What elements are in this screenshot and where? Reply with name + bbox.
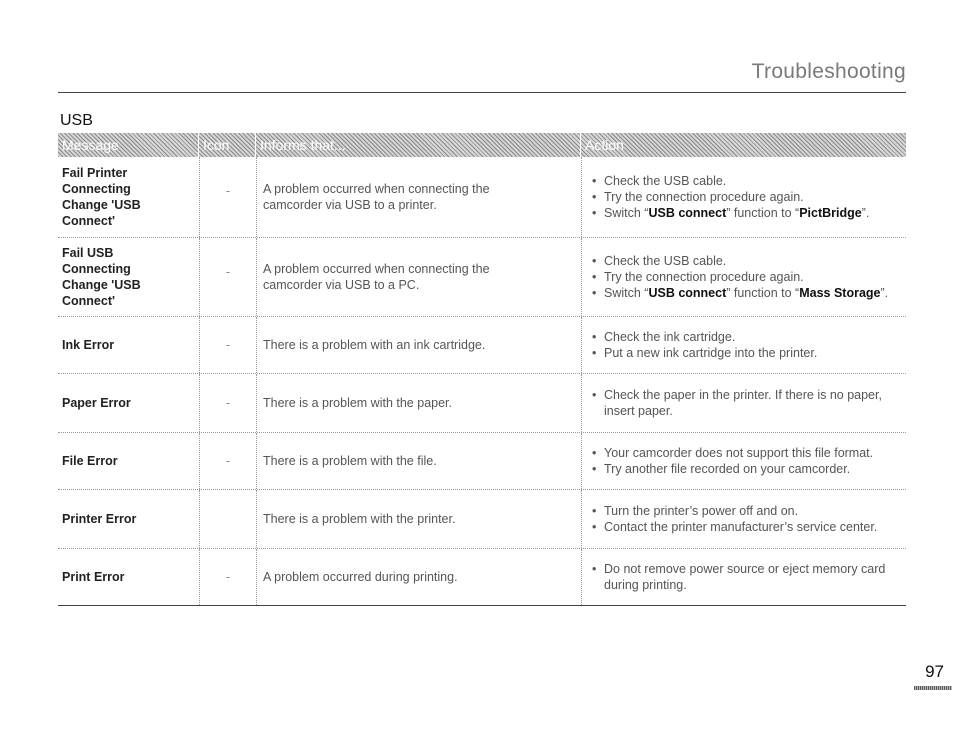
message-line: Print Error — [62, 570, 125, 584]
action-item — [588, 285, 888, 301]
header-rule — [58, 92, 906, 93]
action-item — [588, 173, 869, 189]
action-text: Check the USB cable. — [604, 254, 727, 268]
message-cell — [58, 317, 199, 373]
icon-cell: - — [199, 238, 256, 316]
message-line: Fail USB — [62, 246, 114, 260]
icon-cell: - — [199, 157, 256, 237]
action-cell — [581, 317, 906, 373]
action-item — [588, 445, 873, 461]
informs-cell — [256, 490, 581, 548]
icon-cell — [199, 490, 256, 548]
action-text: Check the paper in the printer. If there is no paper, insert paper. — [604, 388, 882, 418]
action-cell — [581, 238, 906, 316]
table-row — [58, 237, 906, 316]
action-item — [588, 269, 888, 285]
informs-cell — [256, 317, 581, 373]
section-title: USB — [60, 112, 93, 129]
informs-cell — [256, 549, 581, 605]
action-text: Turn the printer’s power off and on. — [604, 504, 799, 518]
action-item — [588, 189, 869, 205]
icon-cell: - — [199, 374, 256, 432]
message-line: Fail Printer — [62, 166, 128, 180]
column-header-informs: Informs that... — [256, 133, 581, 157]
action-text: Your camcorder does not support this file format. — [604, 446, 874, 460]
action-item — [588, 387, 906, 419]
message-line: Connect' — [62, 214, 115, 228]
action-emphasis: USB connect — [648, 286, 727, 300]
action-item — [588, 461, 873, 477]
action-cell — [581, 374, 906, 432]
message-line: Ink Error — [62, 338, 115, 352]
message-line: Printer Error — [62, 512, 137, 526]
action-list — [588, 503, 877, 535]
informs-line: A problem occurred when connecting the — [263, 262, 490, 276]
action-emphasis: PictBridge — [799, 206, 862, 220]
informs-cell — [256, 157, 581, 237]
action-text: ”. — [880, 286, 889, 300]
action-item — [588, 561, 906, 593]
informs-line: camcorder via USB to a PC. — [263, 278, 420, 292]
table-row — [58, 489, 906, 548]
action-text: Try the connection procedure again. — [604, 270, 804, 284]
message-line: Connect' — [62, 294, 115, 308]
action-emphasis: USB connect — [648, 206, 727, 220]
action-list — [588, 561, 906, 593]
action-cell — [581, 549, 906, 605]
message-cell — [58, 433, 199, 489]
action-text: Try another file recorded on your camcorder. — [604, 462, 851, 476]
page-number: 97 — [925, 662, 944, 681]
column-header-action: Action — [585, 137, 624, 153]
informs-line: There is a problem with an ink cartridge. — [263, 338, 486, 352]
action-text: ” function to “ — [726, 206, 800, 220]
action-text: Put a new ink cartridge into the printer. — [604, 346, 818, 360]
informs-line: There is a problem with the file. — [263, 454, 437, 468]
message-cell — [58, 374, 199, 432]
action-text: Switch “ — [604, 286, 649, 300]
action-text: Try the connection procedure again. — [604, 190, 804, 204]
informs-line: A problem occurred during printing. — [263, 570, 458, 584]
page-number-underline — [914, 686, 952, 690]
table-body — [58, 157, 906, 605]
action-text: Check the ink cartridge. — [604, 330, 736, 344]
action-list — [588, 253, 888, 301]
action-list — [588, 173, 869, 221]
table-row — [58, 316, 906, 373]
action-text: Check the USB cable. — [604, 174, 727, 188]
informs-cell — [256, 374, 581, 432]
column-header-message: Message — [58, 133, 199, 157]
action-list — [588, 329, 817, 361]
action-list — [588, 387, 906, 419]
page-header-title: Troubleshooting — [751, 60, 906, 83]
table-row — [58, 157, 906, 237]
informs-line: A problem occurred when connecting the — [263, 182, 490, 196]
action-item — [588, 329, 817, 345]
action-text: Contact the printer manufacturer’s service center. — [604, 520, 878, 534]
column-header-icon: Icon — [199, 133, 256, 157]
action-item — [588, 503, 877, 519]
informs-line: camcorder via USB to a printer. — [263, 198, 437, 212]
informs-cell — [256, 238, 581, 316]
table-row — [58, 432, 906, 489]
message-line: Change 'USB — [62, 198, 141, 212]
message-cell — [58, 238, 199, 316]
action-cell — [581, 433, 906, 489]
action-item — [588, 253, 888, 269]
action-item — [588, 519, 877, 535]
informs-line: There is a problem with the printer. — [263, 512, 456, 526]
action-item — [588, 345, 817, 361]
action-emphasis: Mass Storage — [799, 286, 881, 300]
icon-cell: - — [199, 549, 256, 605]
table-row — [58, 373, 906, 432]
troubleshooting-table — [58, 133, 906, 606]
informs-cell — [256, 433, 581, 489]
action-list — [588, 445, 873, 477]
action-text: ” function to “ — [726, 286, 800, 300]
icon-cell: - — [199, 433, 256, 489]
action-text: Do not remove power source or eject memory card during printing. — [604, 562, 886, 592]
table-row — [58, 548, 906, 605]
message-line: Connecting — [62, 262, 131, 276]
action-cell — [581, 157, 906, 237]
message-line: Connecting — [62, 182, 131, 196]
message-line: Change 'USB — [62, 278, 141, 292]
message-line: Paper Error — [62, 396, 131, 410]
icon-cell: - — [199, 317, 256, 373]
informs-line: There is a problem with the paper. — [263, 396, 452, 410]
message-line: File Error — [62, 454, 118, 468]
message-cell — [58, 549, 199, 605]
action-text: Switch “ — [604, 206, 649, 220]
action-cell — [581, 490, 906, 548]
message-cell — [58, 157, 199, 237]
action-item — [588, 205, 869, 221]
message-cell — [58, 490, 199, 548]
action-text: ”. — [861, 206, 870, 220]
table-header — [58, 133, 906, 157]
